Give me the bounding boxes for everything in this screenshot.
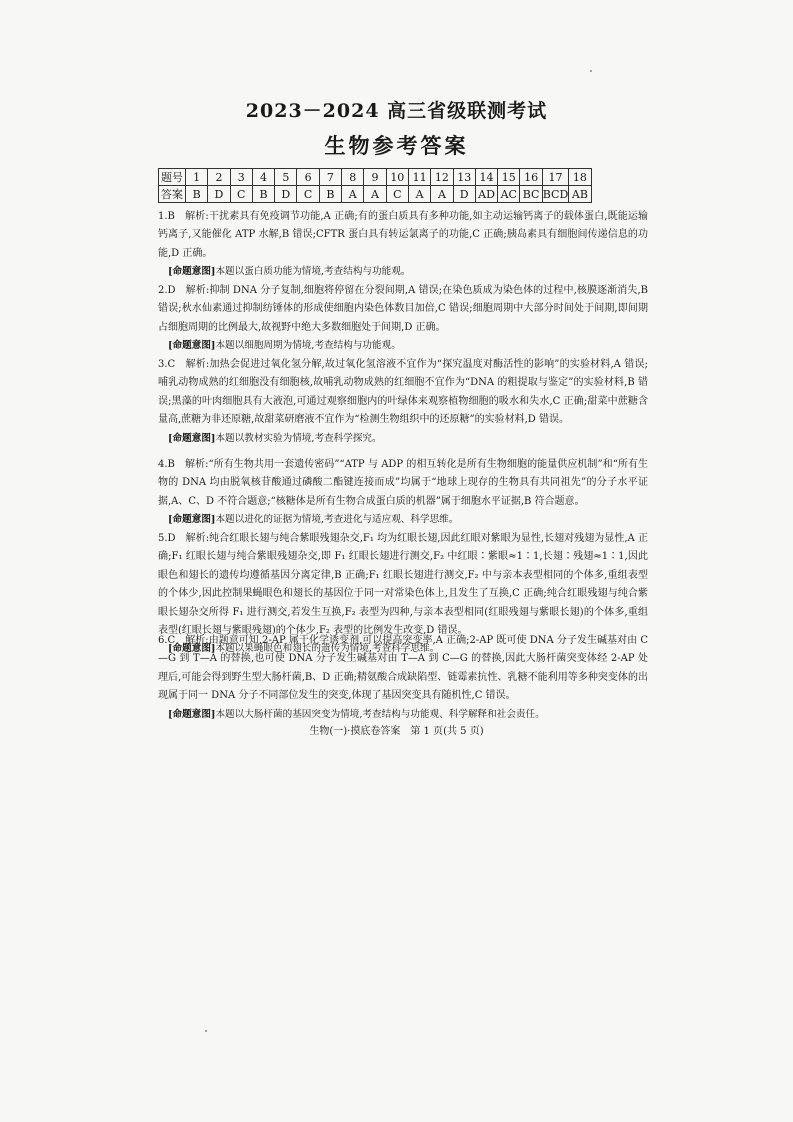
question-block-6: [158, 632, 648, 724]
intent-text: 本题以细胞周期为情境,考查结构与功能观。: [215, 340, 401, 352]
answer-table: [158, 168, 592, 203]
question-number-cell: 8: [342, 169, 364, 186]
intent-label: [命题意图]: [168, 643, 216, 655]
question-explanation: 抑制 DNA 分子复制,细胞将停留在分裂间期,A 错误;在染色质成为染色体的过程中,核膜逐渐消失,B 错误;秋水仙素通过抑制纺锤体的形成使细胞内染色体数目加倍,C 错误;细胞周期中大部分时间处于间期,即间期占细胞周期的比例最大,故视野中绝大多数细胞处于间期,D 正确。: [158, 285, 648, 333]
page-footer: 生物(一)·摸底卷答案 第 1 页(共 5 页): [309, 726, 484, 737]
question-number-cell: 14: [475, 169, 497, 186]
question-number-cell: 12: [431, 169, 453, 186]
question-head: 2.D 解析:: [158, 285, 210, 296]
question-number-cell: 15: [498, 169, 520, 186]
intent-label: [命题意图]: [168, 432, 216, 444]
answer-cell: B: [186, 186, 208, 203]
answer-cell: D: [453, 186, 475, 203]
question-head: 1.B 解析:: [158, 211, 209, 222]
question-number-cell: 13: [453, 169, 475, 186]
question-block-3: [158, 356, 648, 448]
intent-label: [命题意图]: [168, 514, 216, 526]
question-explanation: 由题意可知,2-AP 属于化学诱变剂,可以提高突变率,A 正确;2-AP 既可使 DNA 分子发生碱基对由 C—G 到 T—A 的替换,也可使 DNA 分子发生碱基对由 T—A 到 C—G 的替换,因此大肠杆菌突变体经 2-AP 处理后,可能会得到野生型大肠杆菌,B、D 正确;精氨酸合成缺陷型、链霉素抗性、乳糖不能利用等多种突变体的出现属于同一 DNA 分子不同部位发生的突变,体现了基因突变具有随机性,C 错误。: [158, 635, 648, 702]
question-block-2: [158, 282, 648, 355]
answer-cell: A: [342, 186, 364, 203]
question-number-cell: 10: [386, 169, 408, 186]
question-head: 3.C 解析:: [158, 359, 210, 370]
answer-cell: C: [230, 186, 252, 203]
question-number-cell: 6: [297, 169, 319, 186]
answer-cell: BC: [520, 186, 542, 203]
intent-label: [命题意图]: [168, 708, 216, 720]
question-number-cell: 7: [319, 169, 341, 186]
answer-cell: C: [297, 186, 319, 203]
intent-text: 本题以进化的证据为情境,考查进化与适应观、科学思维。: [215, 514, 459, 526]
answer-table-number-row: [159, 169, 592, 186]
question-number-cell: 9: [364, 169, 386, 186]
scan-speck: [205, 1030, 207, 1032]
question-block-1: [158, 208, 648, 281]
question-number-cell: 11: [408, 169, 430, 186]
intent-text: 本题以大肠杆菌的基因突变为情境,考查结构与功能观、科学解释和社会责任。: [215, 708, 545, 720]
answer-cell: A: [364, 186, 386, 203]
intent-label: [命题意图]: [168, 340, 216, 352]
answer-cell: C: [386, 186, 408, 203]
answer-table-answer-row: [159, 186, 592, 203]
question-number-cell: 1: [186, 169, 208, 186]
answer-cell: B: [319, 186, 341, 203]
question-block-4: [158, 456, 648, 529]
intent-label: [命题意图]: [168, 266, 216, 278]
question-explanation: 干扰素具有免疫调节功能,A 正确;有的蛋白质具有多种功能,如主动运输钙离子的载体蛋白,既能运输钙离子,又能催化 ATP 水解,B 错误;CFTR 蛋白具有转运氯离子的功能,C 正确;胰岛素具有细胞间传递信息的功能,D 正确。: [158, 211, 648, 259]
answer-cell: A: [408, 186, 430, 203]
answer-cell: D: [208, 186, 230, 203]
intent-text: 本题以教材实验为情境,考查科学探究。: [215, 432, 382, 444]
answer-cell: AC: [498, 186, 520, 203]
intent-text: 本题以果蝇眼色和翅长的遗传为情境,考查科学思维。: [215, 643, 440, 655]
question-head: 4.B 解析:: [158, 459, 209, 470]
answer-cell: BCD: [542, 187, 569, 201]
question-number-cell: 4: [252, 169, 274, 186]
answer-cell: A: [431, 186, 453, 203]
question-head: 6.C 解析:: [158, 635, 209, 646]
question-explanation: “所有生物共用一套遗传密码”“ATP 与 ADP 的相互转化是所有生物细胞的能量供应机制”和“所有生物的 DNA 均由脱氧核苷酸通过磷酸二酯键连接而成”均属于“地球上现存的生物具有共同祖先”的分子水平证据,A、C、D 不符合题意;“核糖体是所有生物合成蛋白质的机器”属于细胞水平证据,B 符合题意。: [158, 459, 649, 507]
question-head: 5.D 解析:: [158, 533, 210, 544]
row-label-number: 题号: [159, 169, 186, 186]
question-number-cell: 2: [208, 169, 230, 186]
question-explanation: 加热会促进过氧化氢分解,故过氧化氢溶液不宜作为“探究温度对酶活性的影响”的实验材料,A 错误;哺乳动物成熟的红细胞没有细胞核,故哺乳动物成熟的红细胞不宜作为“DNA 的粗提取与鉴定”的实验材料,B 错误;黑藻的叶肉细胞具有大液泡,可通过观察细胞内的叶绿体来观察植物细胞的吸水和失水,C 正确;甜菜中蔗糖含量高,蔗糖为非还原糖,故甜菜研磨液不宜作为“检测生物组织中的还原糖”的实验材料,D 错误。: [158, 359, 649, 426]
exam-title: 2023－2024 高三省级联测考试: [245, 100, 548, 122]
answer-cell: B: [252, 186, 274, 203]
row-label-answer: 答案: [159, 186, 186, 203]
answer-cell: D: [275, 186, 297, 203]
question-number-cell: 3: [230, 169, 252, 186]
question-number-cell: 5: [275, 169, 297, 186]
exam-subtitle: 生物参考答案: [324, 133, 469, 158]
question-number-cell: 16: [520, 169, 542, 186]
question-explanation: 纯合红眼长翅与纯合紫眼残翅杂交,F₁ 均为红眼长翅,因此红眼对紫眼为显性,长翅对残翅为显性,A 正确;F₁ 红眼长翅与纯合紫眼残翅杂交,即 F₁ 红眼长翅进行测交,F₂ 中红眼∶紫眼≈1∶1,长翅∶残翅≈1∶1,因此眼色和翅长的遗传均遵循基因分离定律,B 正确;F₁ 红眼长翅进行测交,F₂ 中与亲本表型相同的个体多,重组表型的个体少,因此控制果蝇眼色和翅长的基因位于同一对常染色体上,且发生了互换,C 正确;纯合红眼残翅与纯合紫眼长翅杂交所得 F₁ 进行测交,若发生互换,F₂ 表型为四种,与亲本表型相同(红眼残翅与紫眼长翅)的个体多,重组表型(红眼长翅与紫眼残翅)的个体少,F₂ 表型的比例发生改变,D 错误。: [158, 533, 648, 637]
question-number-cell: 17: [542, 169, 569, 186]
question-number-cell: 18: [569, 169, 591, 186]
intent-text: 本题以蛋白质功能为情境,考查结构与功能观。: [215, 266, 411, 278]
answer-cell: AD: [475, 186, 497, 203]
scan-speck: [590, 70, 592, 72]
answer-cell: AB: [569, 186, 591, 203]
